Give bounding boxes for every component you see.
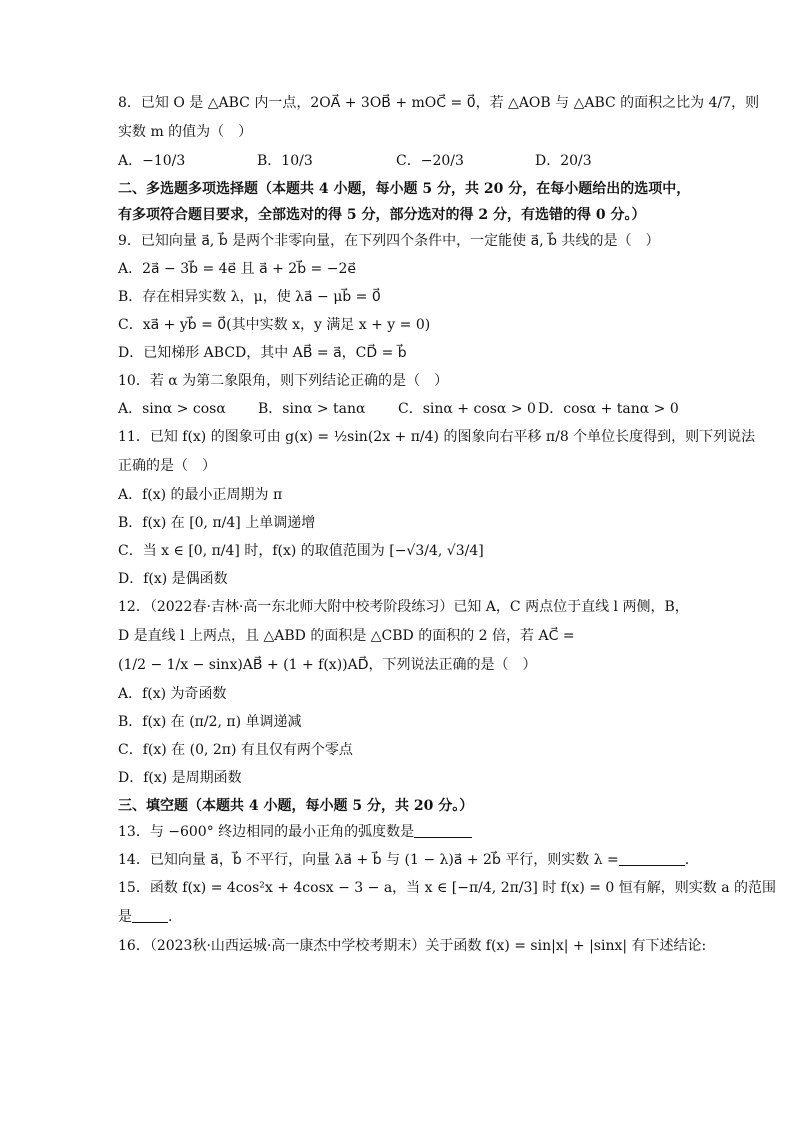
q11-line2: 正确的是（ ） xyxy=(118,458,216,474)
q14-answer-blank[interactable] xyxy=(619,851,685,866)
q10-option-b: B．sinα > tanα xyxy=(258,401,366,417)
q14 xyxy=(118,850,688,870)
q15-line1: 15．函数 f(x) = 4cos²x + 4cosx − 3 − a，当 x ∈ [−π/4, 2π/3] 时 f(x) = 0 恒有解，则实数 a 的范围 xyxy=(118,880,777,896)
q10-stem: 10．若 α 为第二象限角，则下列结论正确的是（ ） xyxy=(118,373,449,389)
q11-line1: 11．已知 f(x) 的图象可由 g(x) = ½sin(2x + π/4) 的图象向右平移 π/8 个单位长度得到，则下列说法 xyxy=(118,429,756,445)
q9-option-a: A．2a⃗ − 3b⃗ = 4e⃗ 且 a⃗ + 2b⃗ = −2e⃗ xyxy=(118,261,356,277)
q16-stem: 16．（2023秋·山西运城·高一康杰中学校考期末）关于函数 f(x) = sin|x| + |sinx| 有下述结论: xyxy=(118,938,707,954)
q14-end: . xyxy=(684,852,690,868)
q12-option-b: B．f(x) 在 (π/2, π) 单调递减 xyxy=(118,714,302,730)
section2-line1: 二、多选题多项选择题（本题共 4 小题，每小题 5 分，共 20 分，在每小题给出的选项中， xyxy=(118,181,691,197)
q15-line2-text: 是 xyxy=(118,909,132,925)
content xyxy=(118,93,777,964)
q12-option-c: C．f(x) 在 (0, 2π) 有且仅有两个零点 xyxy=(118,742,353,758)
q11-option-c: C．当 x ∈ [0, π/4] 时，f(x) 的取值范围为 [−√3/4, √3/4] xyxy=(118,543,484,559)
q9-option-d: D．已知梯形 ABCD，其中 AB⃗ = a⃗，CD⃗ = b⃗ xyxy=(118,345,407,361)
q10-option-a: A．sinα > cosα xyxy=(118,401,226,417)
q13-answer-blank[interactable] xyxy=(414,823,472,838)
q11-option-a: A．f(x) 的最小正周期为 π xyxy=(118,487,283,503)
q8-line2: 实数 m 的值为（ ） xyxy=(118,124,253,140)
q8-option-b: B．10/3 xyxy=(257,153,313,169)
q12-option-a: A．f(x) 为奇函数 xyxy=(118,686,227,702)
section2-line2: 有多项符合题目要求，全部选对的得 5 分，部分选对的得 2 分，有选错的得 0 分。） xyxy=(118,207,646,223)
q12-line1: 12．（2022春·吉林·高一东北师大附中校考阶段练习）已知 A，C 两点位于直线 l 两侧，B， xyxy=(118,599,689,615)
q15-line2 xyxy=(118,907,688,927)
q8-line1: 8．已知 O 是 △ABC 内一点，2OA⃗ + 3OB⃗ + mOC⃗ = 0⃗，若 △AOB 与 △ABC 的面积之比为 4/7，则 xyxy=(118,95,760,111)
q8-option-d: D．20/3 xyxy=(535,153,592,169)
q11-option-b: B．f(x) 在 [0, π/4] 上单调递增 xyxy=(118,515,316,531)
q8-option-a: A．−10/3 xyxy=(118,153,186,169)
q9-option-b: B．存在相异实数 λ，μ，使 λa⃗ − μb⃗ = 0⃗ xyxy=(118,289,381,305)
q10-option-d: D．cosα + tanα > 0 xyxy=(538,401,679,417)
q14-text: 14．已知向量 a⃗，b⃗ 不平行，向量 λa⃗ + b⃗ 与 (1 − λ)a⃗ + 2b⃗ 平行，则实数 λ = xyxy=(118,852,619,868)
q13-text: 13．与 −600° 终边相同的最小正角的弧度数是 xyxy=(118,824,415,840)
q12-line2: D 是直线 l 上两点，且 △ABD 的面积是 △CBD 的面积的 2 倍，若 AC⃗ = xyxy=(118,628,575,644)
q10-option-c: C．sinα + cosα > 0 xyxy=(398,401,536,417)
section3-title: 三、填空题（本题共 4 小题，每小题 5 分，共 20 分。） xyxy=(118,798,474,814)
q8-option-c: C．−20/3 xyxy=(396,153,464,169)
q12-option-d: D．f(x) 是周期函数 xyxy=(118,770,242,786)
q9-stem: 9．已知向量 a⃗, b⃗ 是两个非零向量，在下列四个条件中，一定能使 a⃗, b⃗ 共线的是（ ） xyxy=(118,233,660,249)
q11-option-d: D．f(x) 是偶函数 xyxy=(118,571,228,587)
q10-options xyxy=(118,399,688,419)
q9-option-c: C．xa⃗ + yb⃗ = 0⃗(其中实数 x，y 满足 x + y = 0) xyxy=(118,317,431,333)
q15-end: . xyxy=(168,909,173,925)
q13 xyxy=(118,822,688,842)
q12-line3: (1/2 − 1/x − sinx)AB⃗ + (1 + f(x))AD⃗，下列说法正确的是（ ） xyxy=(118,657,537,673)
q15-answer-blank[interactable] xyxy=(132,908,168,923)
q8-options xyxy=(118,151,688,171)
